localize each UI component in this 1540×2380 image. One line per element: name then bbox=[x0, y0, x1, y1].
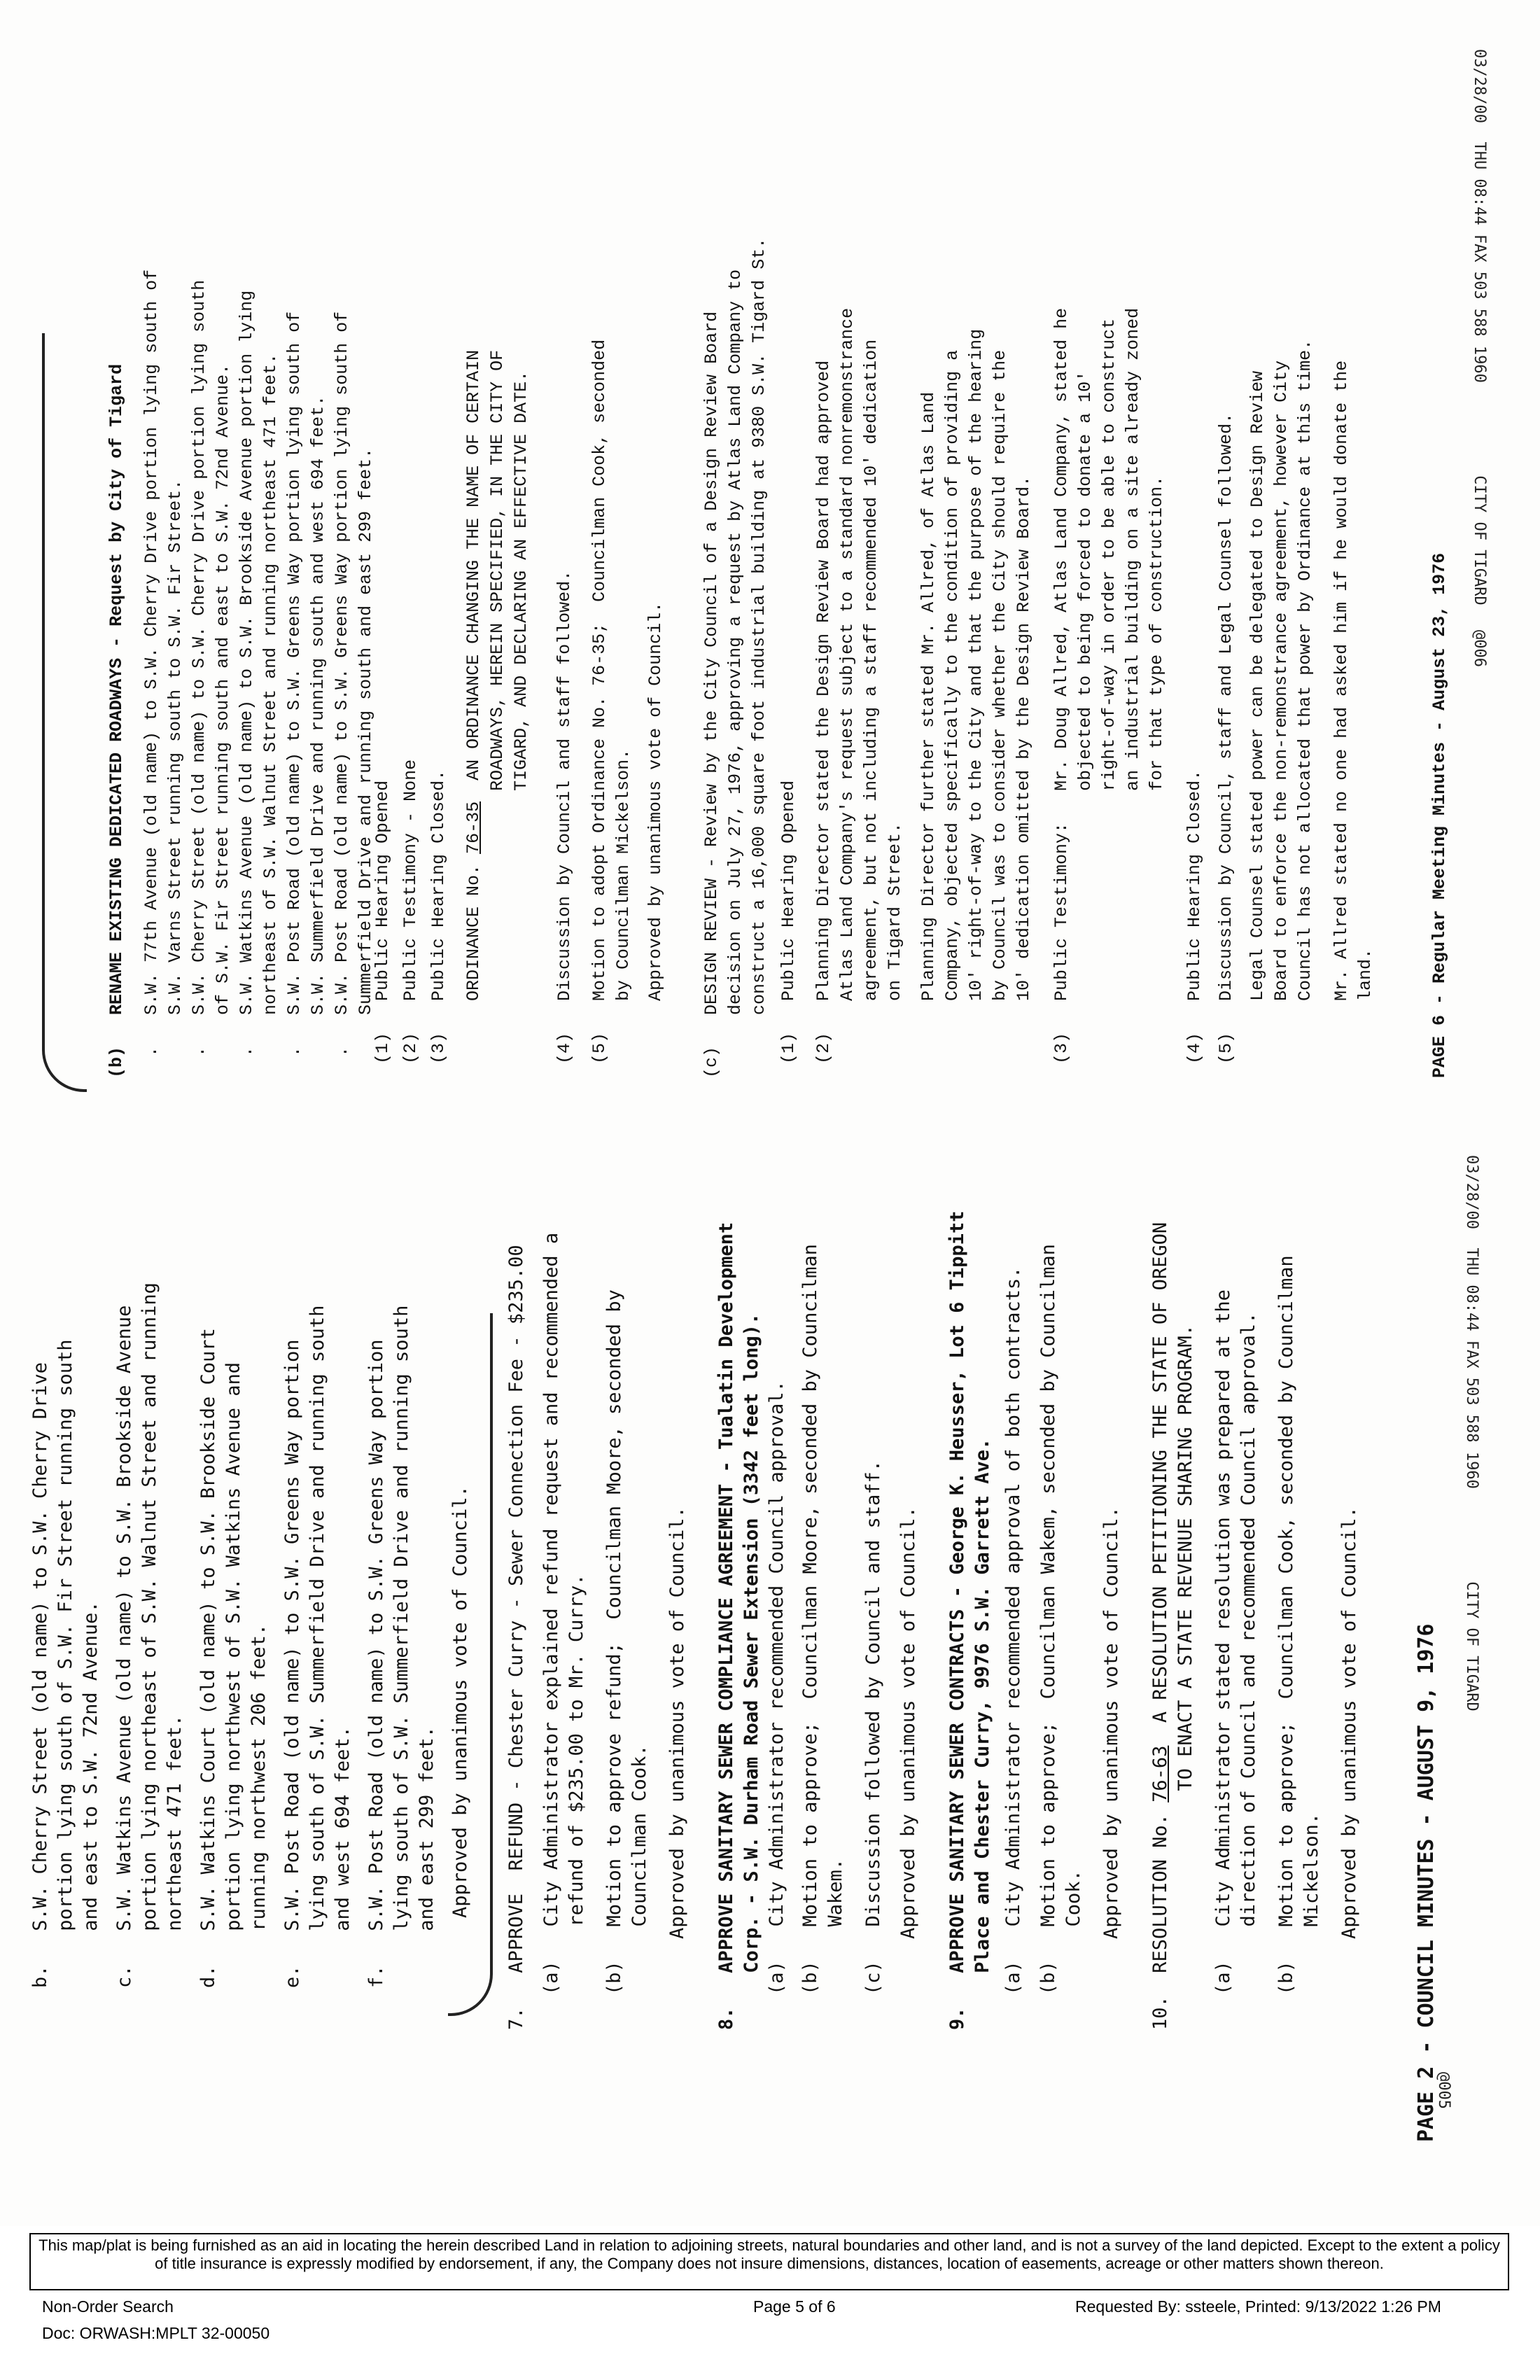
footer-doc: Doc: ORWASH:MPLT 32-00050 bbox=[42, 2324, 270, 2342]
page-2-label: PAGE 2 - COUNCIL MINUTES - AUGUST 9, 1976 bbox=[1414, 1623, 1438, 2142]
rename-list: . S.W. 77th Avenue (old name) to S.W. Cherry Drive portion lying south of S.W. Varns Street running south to S.W. Fir Street. . S.W. Cherry Street (old name) to S.W. Cherry Drive portion lying south of S.W. Fir Street running south and east to S.W. 72nd Avenue. . S.W. Watkins Avenue (old name) to S.W. Brookside Avenue portion lying northeast of S.W. Walnut Street and running northeast 471 feet. . S.W. Post Road (old name) to S.W. Greens Way portion lying south of S.W. Summerfield Drive and running south and west 694 feet. . S.W. Post Road (old name) to S.W. Greens Way portion lying south of Summerfield Drive and running south and east 299 feet. bbox=[141, 269, 376, 1057]
item-10 bbox=[1148, 1222, 1198, 2030]
rotated-content bbox=[0, 28, 1512, 2184]
ordinance bbox=[462, 350, 533, 1064]
section-c-3: (3) Public Testimony: Mr. Doug Allred, Atlas Land Company, stated he objected to being forced to donate a 10' right-of-way in order to be able to construct an industrial building on a site already zoned for that type of construction. bbox=[1051, 307, 1167, 1064]
section-b-1: (1) Public Hearing Opened bbox=[372, 780, 393, 1064]
section-b-2: (2) Public Testimony - None bbox=[400, 759, 421, 1064]
item-9: 9. APPROVE SANITARY SEWER CONTRACTS - George K. Heusser, Lot 6 Tippitt Place and Chester Curry, 9976 S.W. Garrett Ave. bbox=[946, 1210, 993, 2030]
item-10-prefix: 10. RESOLUTION No. bbox=[1149, 1802, 1171, 2030]
ordinance-number: 76-35 bbox=[463, 801, 484, 854]
item-8c: (c) Discussion followed by Council and staff. bbox=[862, 1460, 884, 1995]
section-c-1: (1) Public Hearing Opened bbox=[778, 780, 799, 1064]
section-c-5c: Mr. Allred stated no one had asked him if he would donate the land. bbox=[1331, 360, 1376, 1001]
item-8a: (a) City Administrator recommended Council approval. bbox=[766, 1380, 788, 1995]
resolution-title: A RESOLUTION PETITIONING THE STATE OF OREGON TO ENACT A STATE REVENUE SHARING PROGRAM. bbox=[1149, 1222, 1196, 1791]
fax-header-left: 03/28/00 THU 08:44 FAX 503 588 1960 CITY OF TIGARD bbox=[1463, 1155, 1480, 1712]
item-10-approved: Approved by unanimous vote of Council. bbox=[1338, 1506, 1360, 1939]
disclaimer-box: This map/plat is being furnished as an aid in locating the herein described Land in relation to adjoining streets, natural boundaries and other land, and is not a survey of the land depicted. Except to the extent a policy of title insurance is expressly modified by endorsement, if any, the Company does not insure dimensions, distances, location of easements, acreage or other matters shown thereon. bbox=[29, 2233, 1509, 2290]
fax-code-right: @006 bbox=[1471, 630, 1488, 667]
item-9a: (a) City Administrator recommended approval of both contracts. bbox=[1002, 1266, 1024, 1995]
item-f: f. S.W. Post Road (old name) to S.W. Greens Way portion lying south of S.W. Summerfield Drive and running south and east 299 feet. bbox=[365, 1305, 438, 1988]
section-b-3: (3) Public Hearing Closed. bbox=[428, 769, 449, 1064]
approved-note-1: Approved by unanimous vote of Council. bbox=[449, 1485, 471, 1918]
section-c-5b: Legal Counsel stated power can be delegated to Design Review Board to enforce the non-remonstrance agreement, however City Council has not allocated that power by Ordinance at this time. bbox=[1247, 339, 1315, 1001]
section-c-2b: Planning Director further stated Mr. Allred, of Atlas Land Company, objected specifically to the condition of providing a 10' right-of-way to the City and that the purpose of the hearing by Council was to consider whether the City should require the 10' dedication omitted by the Design Review Board. bbox=[918, 328, 1034, 1001]
item-7a: (a) City Administrator explained refund request and recommended a refund of $235.00 to Mr. Curry. bbox=[540, 1232, 587, 1995]
margin-bracket-right bbox=[42, 333, 87, 1092]
item-b: b. S.W. Cherry Street (old name) to S.W. Cherry Drive portion lying south of S.W. Fir Street running south and east to S.W. 72nd Avenue. bbox=[29, 1339, 102, 1988]
ordinance-prefix: ORDINANCE No. bbox=[463, 853, 484, 1064]
item-d: d. S.W. Watkins Court (old name) to S.W. Brookside Court portion lying northwest of S.W. Watkins Avenue and running northwest 206 feet. bbox=[197, 1328, 270, 1988]
minutes-page-2 bbox=[0, 1134, 1512, 2170]
item-10a: (a) City Administrator stated resolution was prepared at the direction of Council and recommended Council approval. bbox=[1212, 1289, 1259, 1995]
section-b-5: (5) Motion to adopt Ordinance No. 76-35; Councilman Cook, seconded by Councilman Mickelson. bbox=[589, 339, 634, 1064]
footer-page-number: Page 5 of 6 bbox=[753, 2297, 836, 2316]
minutes-page-6 bbox=[0, 42, 1512, 1092]
section-c-title: (c) DESIGN REVIEW - Review by the City Council of a Design Review Board decision on July 27, 1976, approving a request by Atlas Land Company to construct a 16,000 square foot industrial building at 9380 S.W. Tigard St. bbox=[701, 237, 769, 1078]
item-c: c. S.W. Watkins Avenue (old name) to S.W. Brookside Avenue portion lying northeast of S.W. Walnut Street and running northeast 471 feet. bbox=[113, 1282, 186, 1988]
page-6-label: PAGE 6 - Regular Meeting Minutes - August 23, 1976 bbox=[1429, 552, 1450, 1078]
resolution-number: 76-63 bbox=[1149, 1745, 1171, 1802]
fax-header-right: 03/28/00 THU 08:44 FAX 503 588 1960 CITY OF TIGARD bbox=[1471, 49, 1488, 606]
item-8-approved: Approved by unanimous vote of Council. bbox=[897, 1506, 919, 1939]
item-9b: (b) Motion to approve; Councilman Wakem, seconded by Councilman Cook. bbox=[1037, 1244, 1084, 1995]
item-9-approved: Approved by unanimous vote of Council. bbox=[1100, 1506, 1122, 1939]
section-c-2: (2) Planning Director stated the Design Review Board had approved Atlas Land Company's request subject to a standard nonremonstrance agreement, but not including a staff recommended 10' dedication on Tigard Street. bbox=[813, 307, 905, 1064]
item-10b: (b) Motion to approve; Councilman Cook, seconded by Councilman Mickelson. bbox=[1275, 1255, 1322, 1995]
item-8: 8. APPROVE SANITARY SEWER COMPLIANCE AGREEMENT - Tualatin Development Corp. - S.W. Durham Road Sewer Extension (3342 feet long). bbox=[715, 1222, 762, 2030]
item-e: e. S.W. Post Road (old name) to S.W. Greens Way portion lying south of S.W. Summerfield Drive and running south and west 694 feet. bbox=[281, 1305, 354, 1988]
section-b-approved: Approved by unanimous vote of Council. bbox=[645, 601, 666, 1064]
section-c-5: (5) Discussion by Council, staff and Legal Counsel followed. bbox=[1216, 412, 1236, 1064]
ordinance-title: AN ORDINANCE CHANGING THE NAME OF CERTAIN ROADWAYS, HEREIN SPECIFIED, IN THE CITY OF TIGARD, AND DECLARING AN EFFECTIVE DATE. bbox=[463, 349, 531, 791]
page-code-left: @005 bbox=[1435, 2072, 1452, 2109]
item-7b: (b) Motion to approve refund; Councilman Moore, seconded by Councilman Cook. bbox=[603, 1289, 650, 1995]
section-b-title: (b) RENAME EXISTING DEDICATED ROADWAYS - Request by City of Tigard bbox=[106, 363, 127, 1078]
section-c-4: (4) Public Hearing Closed. bbox=[1184, 769, 1205, 1064]
item-7: 7. APPROVE REFUND - Chester Curry - Sewer Connection Fee - $235.00 bbox=[505, 1245, 527, 2030]
item-8b: (b) Motion to approve; Councilman Moore, seconded by Councilman Wakem. bbox=[799, 1244, 846, 1995]
footer-requested-by: Requested By: ssteele, Printed: 9/13/2022 1:26 PM bbox=[1075, 2297, 1441, 2316]
footer-search-type: Non-Order Search bbox=[42, 2297, 174, 2316]
section-b-4: (4) Discussion by Council and staff followed. bbox=[554, 570, 575, 1064]
item-7-approved: Approved by unanimous vote of Council. bbox=[666, 1506, 688, 1939]
